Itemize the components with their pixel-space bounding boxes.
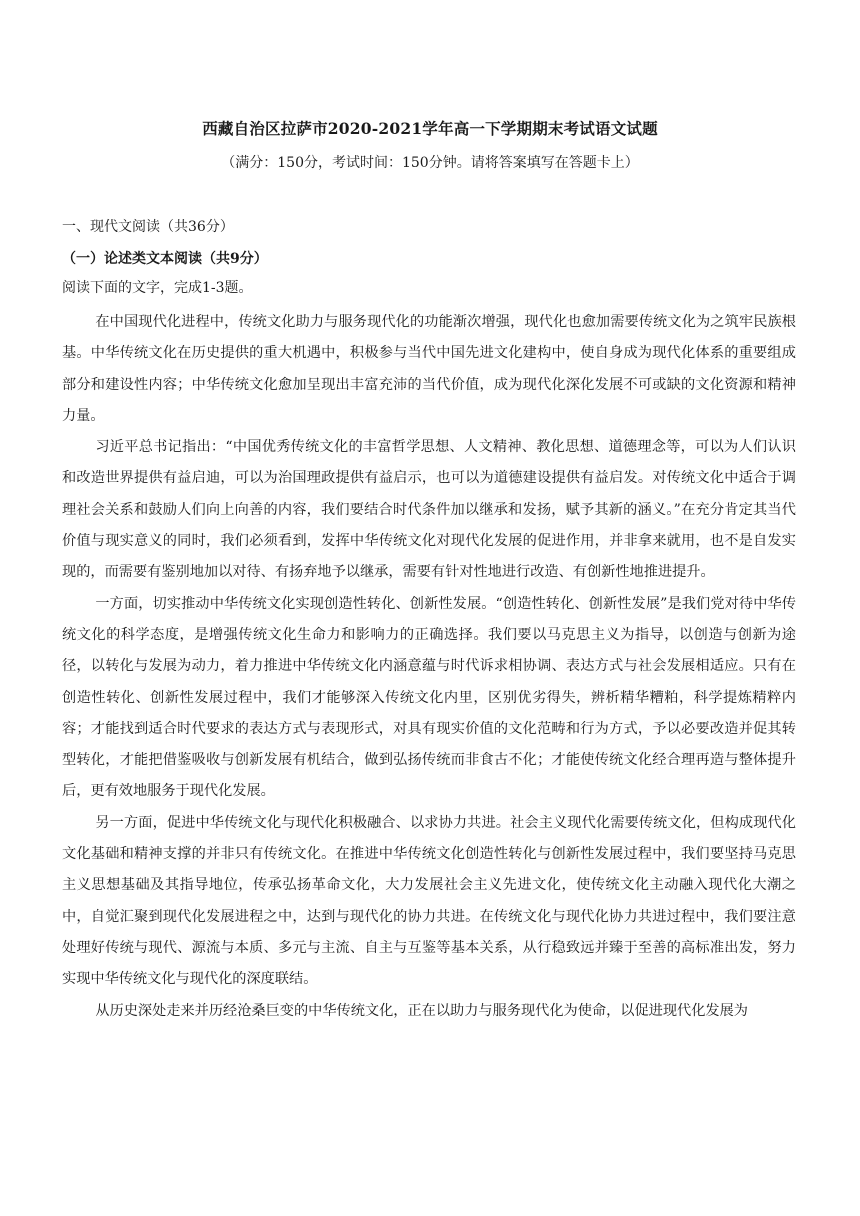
document-title: 西藏自治区拉萨市2020-2021学年高一下学期期末考试语文试题 [202, 119, 658, 138]
exam-info: （满分：150分，考试时间：150分钟。请将答案填写在答题卡上） [221, 155, 639, 171]
paragraph: 从历史深处走来并历经沧桑巨变的中华传统文化，正在以助力与服务现代化为使命，以促进现代化发展为 [95, 1002, 748, 1019]
sub-section-heading: （一）论述类文本阅读（共9分） [62, 251, 268, 267]
reading-instruction: 阅读下面的文字，完成1-3题。 [62, 280, 253, 296]
article-body [62, 307, 796, 1027]
paragraph: 在中国现代化进程中，传统文化助力与服务现代化的功能渐次增强，现代化也愈加需要传统文化为之筑牢民族根基。中华传统文化在历史提供的重大机遇中，积极参与当代中国先进文化建构中，使自身成为现代化体系的重要组成部分和建设性内容；中华传统文化愈加呈现出丰富充沛的当代价值，成为现代化深化发展不可或缺的文化资源和精神力量。 [62, 314, 796, 424]
section-heading: 一、现代文阅读（共36分） [62, 219, 234, 235]
paragraph: 另一方面，促进中华传统文化与现代化积极融合、以求协力共进。社会主义现代化需要传统文化，但构成现代化文化基础和精神支撑的并非只有传统文化。在推进中华传统文化创造性转化与创新性发展过程中，我们要坚持马克思主义思想基础及其指导地位，传承弘扬革命文化，大力发展社会主义先进文化，使传统文化主动融入现代化大潮之中，自觉汇聚到现代化发展进程之中，达到与现代化的协力共进。在传统文化与现代化协力共进过程中，我们要注意处理好传统与现代、源流与本质、多元与主流、自主与互鉴等基本关系，从行稳致远并臻于至善的高标准出发，努力实现中华传统文化与现代化的深度联结。 [62, 814, 796, 988]
paragraph: 一方面，切实推动中华传统文化实现创造性转化、创新性发展。“创造性转化、创新性发展”是我们党对待中华传统文化的科学态度，是增强传统文化生命力和影响力的正确选择。我们要以马克思主义为指导，以创造与创新为途径，以转化与发展为动力，着力推进中华传统文化内涵意蕴与时代诉求相协调、表达方式与社会发展相适应。只有在创造性转化、创新性发展过程中，我们才能够深入传统文化内里，区别优劣得失，辨析精华糟粕，科学提炼精粹内容；才能找到适合时代要求的表达方式与表现形式，对具有现实价值的文化范畴和行为方式，予以必要改造并促其转型转化，才能把借鉴吸收与创新发展有机结合，做到弘扬传统而非食古不化；才能使传统文化经合理再造与整体提升后，更有效地服务于现代化发展。 [62, 595, 796, 800]
paragraph: 习近平总书记指出：“中国优秀传统文化的丰富哲学思想、人文精神、教化思想、道德理念等，可以为人们认识和改造世界提供有益启迪，可以为治国理政提供有益启示，也可以为道德建设提供有益启发。对传统文化中适合于调理社会关系和鼓励人们向上向善的内容，我们要结合时代条件加以继承和发扬，赋予其新的涵义。”在充分肯定其当代价值与现实意义的同时，我们必须看到，发挥中华传统文化对现代化发展的促进作用，并非拿来就用，也不是自发实现的，而需要有鉴别地加以对待、有扬弃地予以继承，需要有针对性地进行改造、有创新性地推进提升。 [62, 439, 796, 581]
